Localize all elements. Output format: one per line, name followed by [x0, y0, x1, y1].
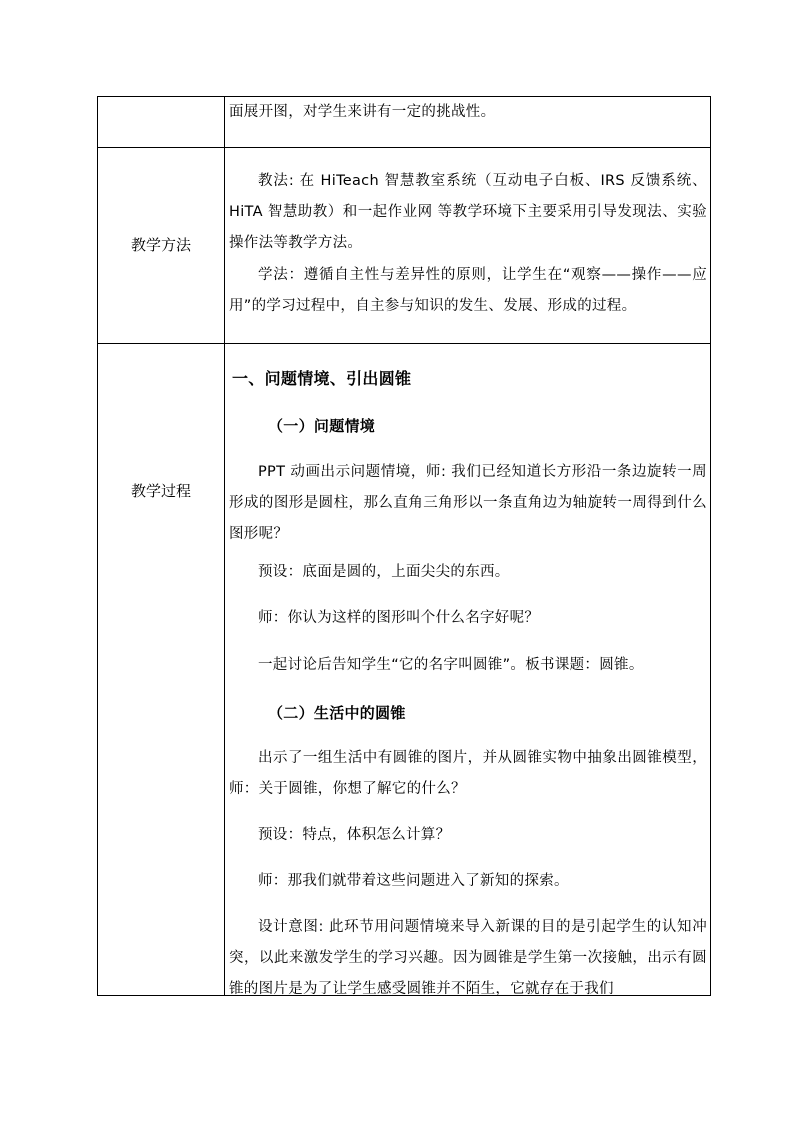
subsection-heading: （一）问题情境	[268, 417, 376, 435]
row-divider	[98, 147, 710, 148]
paragraph: 预设：特点，体积怎么计算？	[258, 827, 451, 843]
paragraph: 一起讨论后告知学生“它的名字叫圆锥”。板书课题：圆锥。	[258, 657, 644, 673]
row-label-teaching-process: 教学过程	[130, 482, 191, 500]
row1-text: 面展开图，对学生来讲有一定的挑战性。	[229, 104, 496, 120]
section-heading: 一、问题情境、引出圆锥	[232, 369, 412, 388]
paragraph: 师：你认为这样的图形叫个什么名字好呢？	[258, 610, 540, 626]
paragraph: 预设：底面是圆的，上面尖尖的东西。	[258, 564, 510, 580]
paragraph: 出示了一组生活中有圆锥的图片，并从圆锥实物中抽象出圆锥模型，师：关于圆锥，你想了解它的什么？	[229, 750, 707, 797]
teaching-method-paragraph: 教法: 在 HiTeach 智慧教室系统（互动电子白板、IRS 反馈系统、HiTA 智慧助教）和一起作业网 等教学环境下主要采用引导发现法、实验操作法等教学方法。	[229, 173, 707, 251]
learning-method-paragraph: 学法：遵循自主性与差异性的原则，让学生在“观察——操作——应用”的学习过程中，自主参与知识的发生、发展、形成的过程。	[229, 267, 707, 314]
paragraph: 师：那我们就带着这些问题进入了新知的探索。	[258, 873, 569, 889]
row-label-teaching-method: 教学方法	[130, 236, 191, 254]
paragraph: PPT 动画出示问题情境，师: 我们已经知道长方形沿一条边旋转一周形成的图形是圆柱，那么直角三角形以一条直角边为轴旋转一周得到什么图形呢？	[229, 464, 707, 542]
column-divider	[224, 97, 225, 995]
row-divider	[98, 343, 710, 344]
subsection-heading: （二）生活中的圆锥	[268, 704, 406, 722]
lesson-plan-table	[97, 96, 711, 996]
paragraph: 设计意图: 此环节用问题情境来导入新课的目的是引起学生的认知冲突，以此来激发学生的学习兴趣。因为圆锥是学生第一次接触，出示有圆锥的图片是为了让学生感受圆锥并不陌生，它就存在于我们	[229, 919, 707, 997]
